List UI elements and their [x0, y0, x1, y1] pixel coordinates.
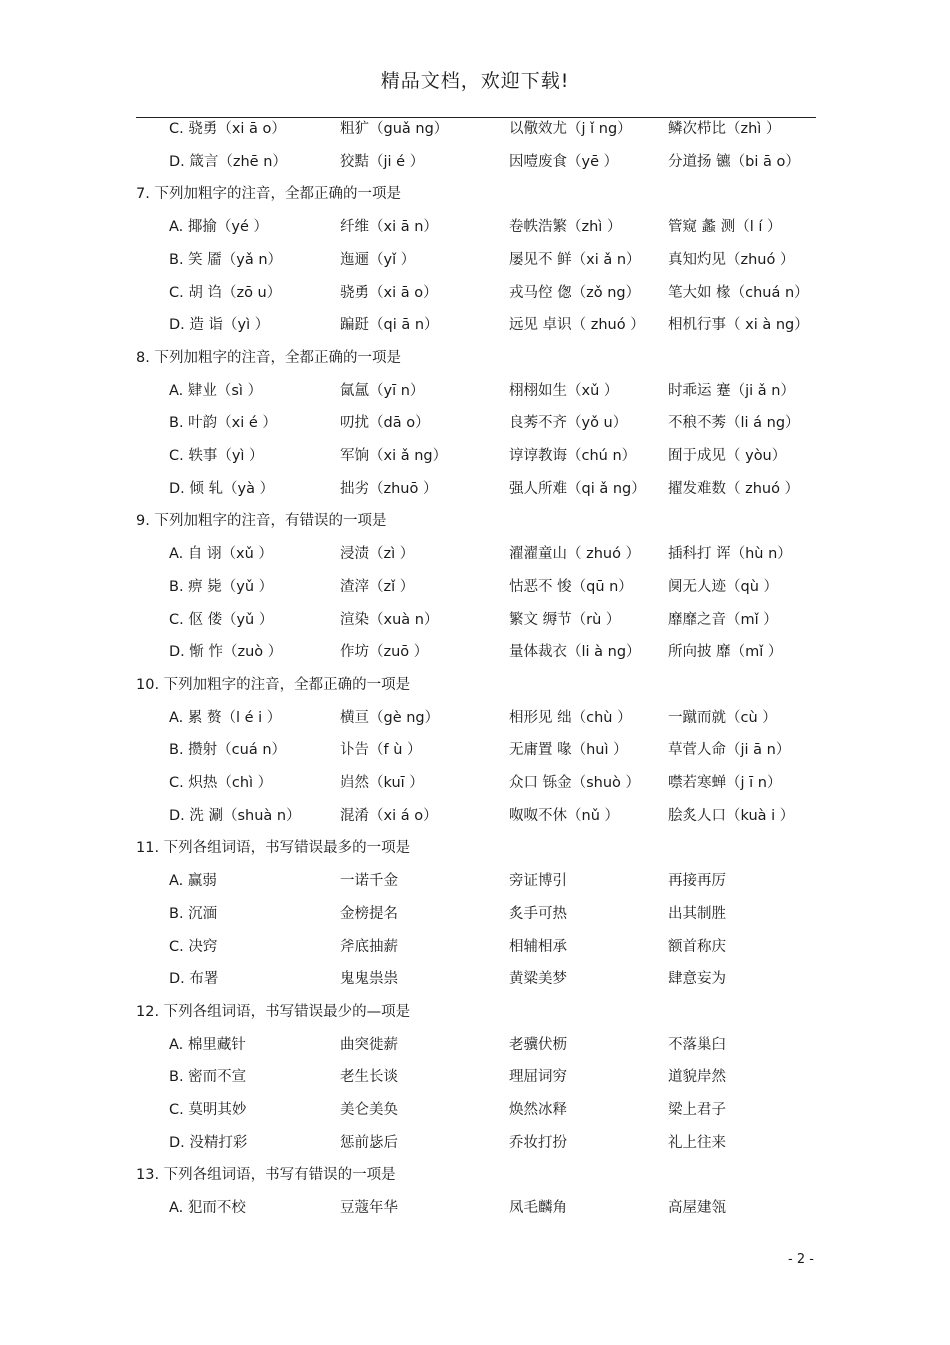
option-cell: C. 骁勇（xi ā o） — [169, 121, 286, 137]
option-row — [0, 477, 950, 501]
question-stem: 10. 下列加粗字的注音，全都正确的一项是 — [136, 677, 411, 693]
option-cell: B. 痹 毙（yǔ ） — [169, 579, 274, 595]
page-header-title: 精品文档，欢迎下载! — [380, 70, 570, 92]
option-row — [0, 575, 950, 599]
option-cell: B. 叶韵（xi é ） — [169, 415, 277, 431]
option-cell: D. 没精打彩 — [169, 1135, 248, 1151]
option-cell: A. 赢弱 — [169, 873, 217, 889]
option-row — [0, 706, 950, 730]
option-cell: 谆谆教诲（chú n） — [509, 448, 637, 464]
option-cell: 一诺千金 — [340, 873, 398, 889]
option-cell: 叨扰（dā o） — [340, 415, 430, 431]
option-cell: 量体裁衣（li à ng） — [509, 644, 641, 660]
option-cell: 远见 卓识（ zhuó ） — [509, 317, 645, 333]
option-cell: 再接再厉 — [668, 873, 726, 889]
option-cell: 讣告（f ù ） — [340, 742, 422, 758]
option-row — [0, 1065, 950, 1089]
option-cell: 囿于成见（ yòu） — [668, 448, 787, 464]
page-number: - 2 - — [788, 1252, 814, 1267]
option-row — [0, 738, 950, 762]
option-cell: 屡见不 鲜（xi ǎ n） — [509, 252, 641, 268]
option-cell: 金榜提名 — [340, 906, 398, 922]
option-cell: 因噎废食（yē ） — [509, 154, 619, 170]
option-row — [0, 771, 950, 795]
option-cell: 斧底抽薪 — [340, 939, 398, 955]
option-cell: 相辅相承 — [509, 939, 567, 955]
option-cell: B. 密而不宣 — [169, 1069, 247, 1085]
option-cell: 渲染（xuà n） — [340, 612, 439, 628]
option-cell: A. 犯而不校 — [169, 1200, 246, 1216]
option-row — [0, 150, 950, 174]
option-cell: D. 洗 涮（shuà n） — [169, 808, 301, 824]
option-cell: 濯濯童山（ zhuó ） — [509, 546, 641, 562]
option-cell: 岿然（kuī ） — [340, 775, 424, 791]
option-cell: 粗犷（guǎ ng） — [340, 121, 449, 137]
option-row — [0, 1098, 950, 1122]
option-row — [0, 608, 950, 632]
option-cell: 高屋建瓴 — [668, 1200, 726, 1216]
option-cell: 惩前毖后 — [340, 1135, 398, 1151]
option-cell: 炙手可热 — [509, 906, 567, 922]
option-row — [0, 411, 950, 435]
option-cell: 不落巢臼 — [668, 1037, 726, 1053]
option-cell: 众口 铄金（shuò ） — [509, 775, 641, 791]
option-cell: 豆蔻年华 — [340, 1200, 398, 1216]
option-row — [0, 542, 950, 566]
option-row — [0, 248, 950, 272]
option-row — [0, 640, 950, 664]
option-cell: 怙恶不 悛（qū n） — [509, 579, 633, 595]
option-cell: B. 笑 靥（yǎ n） — [169, 252, 283, 268]
option-row — [0, 117, 950, 141]
option-cell: 老生长谈 — [340, 1069, 398, 1085]
option-cell: B. 攒射（cuá n） — [169, 742, 287, 758]
option-cell: 焕然冰释 — [509, 1102, 567, 1118]
option-cell: 繁文 缛节（rù ） — [509, 612, 621, 628]
option-cell: 擢发难数（ zhuó ） — [668, 481, 800, 497]
option-cell: A. 肄业（sì ） — [169, 383, 263, 399]
option-cell: 渣滓（zǐ ） — [340, 579, 415, 595]
option-cell: 强人所难（qi ǎ ng） — [509, 481, 646, 497]
option-cell: C. 决窍 — [169, 939, 218, 955]
option-cell: D. 惭 怍（zuò ） — [169, 644, 283, 660]
option-cell: 不稂不莠（li á ng） — [668, 415, 800, 431]
option-cell: 草菅人命（ji ā n） — [668, 742, 791, 758]
option-row — [0, 215, 950, 239]
option-cell: 分道扬 镳（bi ā o） — [668, 154, 800, 170]
question-stem: 9. 下列加粗字的注音，有错误的一项是 — [136, 513, 387, 529]
option-row — [0, 1033, 950, 1057]
option-cell: C. 胡 诌（zō u） — [169, 285, 282, 301]
option-cell: 黄粱美梦 — [509, 971, 567, 987]
option-cell: 凤毛麟角 — [509, 1200, 567, 1216]
option-cell: A. 累 赘（l é i ） — [169, 710, 282, 726]
question-stem: 12. 下列各组词语，书写错误最少的—项是 — [136, 1004, 411, 1020]
option-cell: 军饷（xi ǎ ng） — [340, 448, 448, 464]
option-row — [0, 1196, 950, 1220]
option-row — [0, 379, 950, 403]
option-cell: 靡靡之音（mǐ ） — [668, 612, 778, 628]
question-stem: 13. 下列各组词语，书写有错误的一项是 — [136, 1167, 396, 1183]
option-cell: D. 布署 — [169, 971, 219, 987]
option-cell: 以儆效尤（j ǐ ng） — [509, 121, 632, 137]
option-cell: C. 炽热（chì ） — [169, 775, 273, 791]
option-cell: 迤逦（yǐ ） — [340, 252, 416, 268]
option-cell: 理屈词穷 — [509, 1069, 567, 1085]
option-cell: 相形见 绌（chù ） — [509, 710, 632, 726]
option-cell: 额首称庆 — [668, 939, 726, 955]
option-cell: 曲突徙薪 — [340, 1037, 398, 1053]
option-cell: 管窥 蠡 测（l í ） — [668, 219, 782, 235]
option-cell: 老骥伏枥 — [509, 1037, 567, 1053]
option-cell: 良莠不齐（yǒ u） — [509, 415, 628, 431]
option-cell: 相机行事（ xi à ng） — [668, 317, 809, 333]
option-cell: 旁证博引 — [509, 873, 567, 889]
option-cell: 一蹴而就（cù ） — [668, 710, 777, 726]
option-cell: 拙劣（zhuō ） — [340, 481, 438, 497]
option-cell: 混淆（xi á o） — [340, 808, 438, 824]
option-cell: A. 棉里藏针 — [169, 1037, 246, 1053]
option-cell: 肆意妄为 — [668, 971, 726, 987]
option-cell: 礼上往来 — [668, 1135, 726, 1151]
option-cell: 浸渍（zì ） — [340, 546, 415, 562]
option-cell: 噤若寒蝉（j ī n） — [668, 775, 782, 791]
option-row — [0, 1131, 950, 1155]
option-cell: B. 沉湎 — [169, 906, 218, 922]
option-cell: D. 倾 轧（yà ） — [169, 481, 275, 497]
option-cell: 脍炙人口（kuà i ） — [668, 808, 795, 824]
option-cell: C. 伛 偻（yǔ ） — [169, 612, 274, 628]
option-cell: 作坊（zuō ） — [340, 644, 429, 660]
option-cell: 骁勇（xi ā o） — [340, 285, 438, 301]
option-cell: 梁上君子 — [668, 1102, 726, 1118]
option-row — [0, 935, 950, 959]
option-cell: 鳞次栉比（zhì ） — [668, 121, 781, 137]
question-stem: 11. 下列各组词语，书写错误最多的一项是 — [136, 840, 411, 856]
option-cell: 戎马倥 偬（zǒ ng） — [509, 285, 641, 301]
option-cell: 道貌岸然 — [668, 1069, 726, 1085]
option-cell: 栩栩如生（xǔ ） — [509, 383, 619, 399]
option-cell: 乔妆打扮 — [509, 1135, 567, 1151]
option-cell: 无庸置 喙（huì ） — [509, 742, 628, 758]
option-cell: D. 造 诣（yì ） — [169, 317, 270, 333]
option-cell: 狡黠（ji é ） — [340, 154, 425, 170]
option-row — [0, 444, 950, 468]
option-cell: 氤氲（yī n） — [340, 383, 425, 399]
option-cell: A. 自 诩（xǔ ） — [169, 546, 273, 562]
question-stem: 7. 下列加粗字的注音，全都正确的一项是 — [136, 186, 401, 202]
option-cell: 美仑美奂 — [340, 1102, 398, 1118]
option-cell: D. 箴言（zhē n） — [169, 154, 287, 170]
option-cell: 鬼鬼祟祟 — [340, 971, 398, 987]
option-cell: 出其制胜 — [668, 906, 726, 922]
option-row — [0, 869, 950, 893]
option-row — [0, 902, 950, 926]
option-cell: 时乖运 蹇（ji ǎ n） — [668, 383, 795, 399]
option-cell: C. 轶事（yì ） — [169, 448, 264, 464]
option-cell: 阒无人迹（qù ） — [668, 579, 779, 595]
option-row — [0, 804, 950, 828]
option-row — [0, 281, 950, 305]
option-cell: 插科打 诨（hù n） — [668, 546, 792, 562]
option-cell: A. 揶揄（yé ） — [169, 219, 268, 235]
option-cell: 笔大如 椽（chuá n） — [668, 285, 809, 301]
question-stem: 8. 下列加粗字的注音，全都正确的一项是 — [136, 350, 401, 366]
option-cell: 蹁跹（qi ā n） — [340, 317, 439, 333]
option-cell: 横亘（gè ng） — [340, 710, 440, 726]
option-row — [0, 313, 950, 337]
option-cell: 纤维（xi ā n） — [340, 219, 438, 235]
option-cell: 卷帙浩繁（zhì ） — [509, 219, 622, 235]
option-cell: C. 莫明其妙 — [169, 1102, 247, 1118]
option-cell: 所向披 靡（mǐ ） — [668, 644, 783, 660]
option-row — [0, 967, 950, 991]
option-cell: 呶呶不休（nǔ ） — [509, 808, 619, 824]
option-cell: 真知灼见（zhuó ） — [668, 252, 795, 268]
